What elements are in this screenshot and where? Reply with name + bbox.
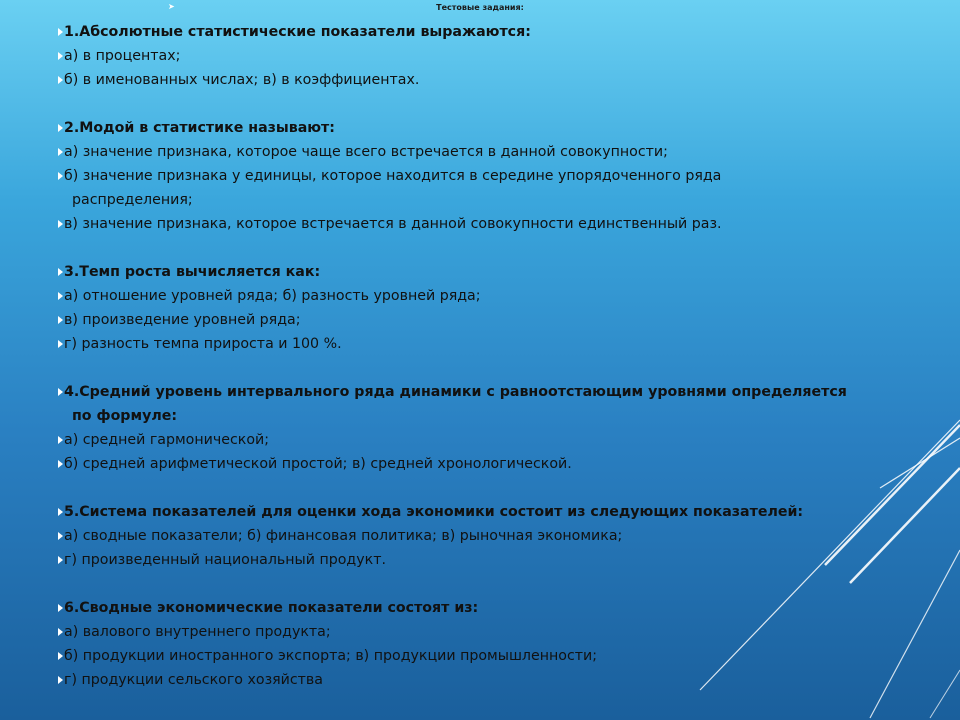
triangle-bullet-icon — [58, 268, 63, 276]
question-line — [58, 500, 938, 524]
line-text: б) в именованных числах; в) в коэффициентах. — [64, 72, 420, 88]
question-line — [58, 20, 938, 44]
triangle-bullet-icon — [58, 124, 63, 132]
answer-line — [58, 308, 938, 332]
answer-line — [58, 620, 938, 644]
line-text: по формуле: — [72, 408, 177, 424]
line-text: а) значение признака, которое чаще всего встречается в данной совокупности; — [64, 144, 668, 160]
line-text: г) продукции сельского хозяйства — [64, 672, 323, 688]
line-text: б) продукции иностранного экспорта; в) продукции промышленности; — [64, 648, 598, 664]
answer-line — [58, 548, 938, 572]
answer-line — [58, 68, 938, 92]
question-line — [58, 260, 938, 284]
answer-line — [58, 44, 938, 68]
line-text: г) разность темпа прироста и 100 %. — [64, 336, 342, 352]
answer-line — [58, 644, 938, 668]
spacer — [58, 572, 938, 596]
line-text: а) сводные показатели; б) финансовая политика; в) рыночная экономика; — [64, 528, 623, 544]
line-text: распределения; — [72, 192, 193, 208]
line-text: в) значение признака, которое встречается в данной совокупности единственный раз. — [64, 216, 722, 232]
triangle-bullet-icon — [58, 340, 63, 348]
spacer — [58, 236, 938, 260]
line-text: б) значение признака у единицы, которое находится в середине упорядоченного ряда — [64, 168, 722, 184]
triangle-bullet-icon — [58, 508, 63, 516]
triangle-bullet-icon — [58, 436, 63, 444]
question-line — [58, 380, 938, 404]
line-text: а) в процентах; — [64, 48, 181, 64]
line-text: г) произведенный национальный продукт. — [64, 552, 386, 568]
triangle-bullet-icon — [58, 556, 63, 564]
triangle-bullet-icon — [58, 148, 63, 156]
answer-line — [58, 428, 938, 452]
line-text: 6.Сводные экономические показатели состоят из: — [64, 600, 479, 616]
triangle-bullet-icon — [58, 532, 63, 540]
triangle-bullet-icon — [58, 52, 63, 60]
answer-line — [58, 212, 938, 236]
spacer — [58, 476, 938, 500]
line-text: 5.Система показателей для оценки хода экономики состоит из следующих показателей: — [64, 504, 804, 520]
line-text: б) средней арифметической простой; в) средней хронологической. — [64, 456, 572, 472]
line-text: а) средней гармонической; — [64, 432, 270, 448]
triangle-bullet-icon — [58, 292, 63, 300]
triangle-bullet-icon — [58, 220, 63, 228]
triangle-bullet-icon — [58, 676, 63, 684]
answer-line — [58, 452, 938, 476]
line-text: а) валового внутреннего продукта; — [64, 624, 331, 640]
triangle-bullet-icon — [58, 388, 63, 396]
line-text: 3.Темп роста вычисляется как: — [64, 264, 321, 280]
test-questions-list — [58, 20, 938, 692]
triangle-bullet-icon — [58, 316, 63, 324]
answer-line — [58, 284, 938, 308]
triangle-bullet-icon — [58, 76, 63, 84]
line-text: 4.Средний уровень интервального ряда динамики с равноотстающим уровнями определяется — [64, 384, 847, 400]
triangle-bullet-icon — [58, 604, 63, 612]
answer-line — [58, 668, 938, 692]
line-text: 1.Абсолютные статистические показатели выражаются: — [64, 24, 531, 40]
spacer — [58, 356, 938, 380]
continuation-line — [58, 404, 938, 428]
spacer — [58, 92, 938, 116]
continuation-line — [58, 188, 938, 212]
answer-line — [58, 164, 938, 188]
triangle-bullet-icon — [58, 652, 63, 660]
answer-line — [58, 140, 938, 164]
answer-line — [58, 332, 938, 356]
line-text: в) произведение уровней ряда; — [64, 312, 301, 328]
line-text: 2.Модой в статистике называют: — [64, 120, 335, 136]
slide-title: Тестовые задания: — [436, 3, 524, 12]
question-line — [58, 116, 938, 140]
triangle-bullet-icon — [58, 460, 63, 468]
triangle-bullet-icon — [58, 628, 63, 636]
triangle-bullet-icon — [58, 172, 63, 180]
triangle-bullet-icon — [58, 28, 63, 36]
answer-line — [58, 524, 938, 548]
line-text: а) отношение уровней ряда; б) разность уровней ряда; — [64, 288, 481, 304]
top-arrow-icon: ➤ — [168, 2, 175, 11]
question-line — [58, 596, 938, 620]
